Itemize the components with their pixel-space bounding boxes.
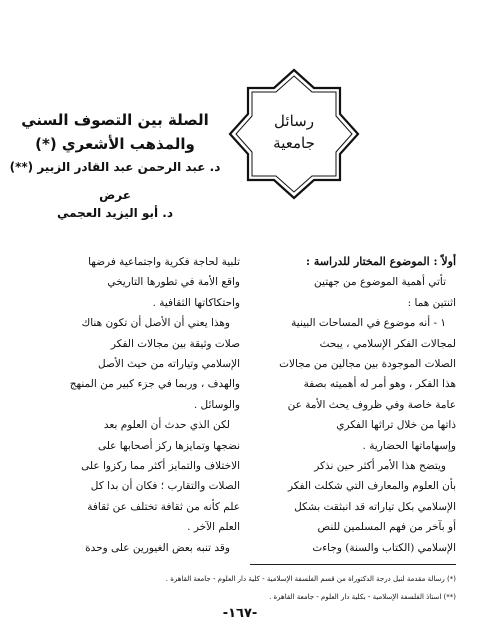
text-line: علم كأنه من ثقافة تختلف عن ثقافة bbox=[87, 500, 240, 513]
footnote-divider bbox=[250, 564, 456, 565]
article-title-line-2: والمذهب الأشعري (*) bbox=[35, 135, 195, 153]
text-line: عامة خاصة وفي ظروف يحث الأمة عن bbox=[287, 398, 456, 411]
text-line: والوسائل . bbox=[193, 398, 240, 411]
text-line: واقع الأمة في تطورها التاريخي bbox=[107, 276, 240, 289]
text-line: ويتضح هذا الأمر أكثر حين نذكر bbox=[314, 460, 446, 473]
article-title-line-1: الصلة بين التصوف السني bbox=[21, 111, 209, 129]
footnote-1: (*) رسالة مقدمة لنيل درجة الدكتوراة من قسم الفلسفة الإسلامية - كلية دار العلوم - جامعة القاهرة . bbox=[165, 575, 456, 583]
text-line: الصلات الموجودة بين مجالين من مجالات bbox=[279, 358, 456, 371]
author-name: د. عبد الرحمن عبد القادر الزبير (**) bbox=[9, 160, 221, 174]
text-line: ذاتها من خلال تراثها الفكري bbox=[336, 419, 456, 432]
text-line: تلبية لحاجة فكرية واجتماعية فرضها bbox=[88, 256, 240, 268]
text-line: هذا الفكر ، وهو أمر له أهميته بصفة bbox=[303, 378, 456, 391]
text-line: أو بآخر من فهم المسلمين للنص bbox=[317, 521, 456, 534]
text-line: بأن العلوم والمعارف التي شكلت الفكر bbox=[287, 480, 456, 493]
text-line: العلم الآخر . bbox=[187, 521, 240, 534]
page-number: -١٦٧- bbox=[222, 606, 258, 621]
footnote-2: (**) استاذ الفلسفة الإسلامية - بكلية دار العلوم - جامعة القاهرة . bbox=[269, 593, 456, 601]
left-column bbox=[60, 252, 240, 558]
right-column bbox=[276, 252, 456, 558]
text-line: الصلات والتقارب ؛ فكان أن بدا كل bbox=[90, 480, 240, 493]
text-line: واحتكاكاتها الثقافية . bbox=[152, 296, 240, 309]
text-line: لكن الذي حدث أن العلوم بعد bbox=[103, 419, 230, 432]
text-line: وإسهاماتها الحضارية . bbox=[362, 439, 456, 452]
section-heading: أولاً : الموضوع المختار للدراسة : bbox=[305, 255, 456, 268]
review-label: عرض bbox=[99, 188, 131, 202]
text-line: والهدف ، وربما في جزء كبير من المنهج bbox=[69, 378, 240, 391]
text-line: الإسلامي (الكتاب والسنة) وجاءت bbox=[312, 541, 456, 554]
reviewer-name: د. أبو اليزيد العجمي bbox=[56, 206, 174, 220]
text-line: الإسلامي وتياراته من حيث الأصل bbox=[98, 358, 240, 371]
section-label-line-2: جامعية bbox=[273, 134, 315, 152]
article-header bbox=[4, 108, 226, 222]
text-line: وهذا يعني أن الأصل أن تكون هناك bbox=[81, 317, 230, 330]
section-label-line-1: رسائل bbox=[274, 112, 314, 130]
text-line: الاختلاف والتمايز أكثر مما ركزوا على bbox=[81, 460, 240, 473]
footnotes bbox=[28, 570, 456, 606]
section-subheading: تأتي أهمية الموضوع من جهتين bbox=[314, 276, 446, 289]
text-line: اثنتين هما : bbox=[407, 296, 456, 309]
text-line: نضجها وتمايزها ركز أصحابها على bbox=[97, 439, 240, 452]
text-line: ١ - أنه موضوع في المساحات البينية bbox=[291, 317, 446, 330]
text-line: وقد تنبه بعض الغيورين على وحدة bbox=[85, 541, 230, 554]
section-label bbox=[228, 110, 360, 154]
text-line: الإسلامي بكل تياراته قد انبثقت بشكل bbox=[294, 500, 456, 513]
text-line: لمجالات الفكر الإسلامي ، يبحث bbox=[319, 337, 456, 350]
section-emblem bbox=[228, 68, 360, 200]
text-line: صلات وثيقة بين مجالات الفكر bbox=[110, 337, 240, 350]
